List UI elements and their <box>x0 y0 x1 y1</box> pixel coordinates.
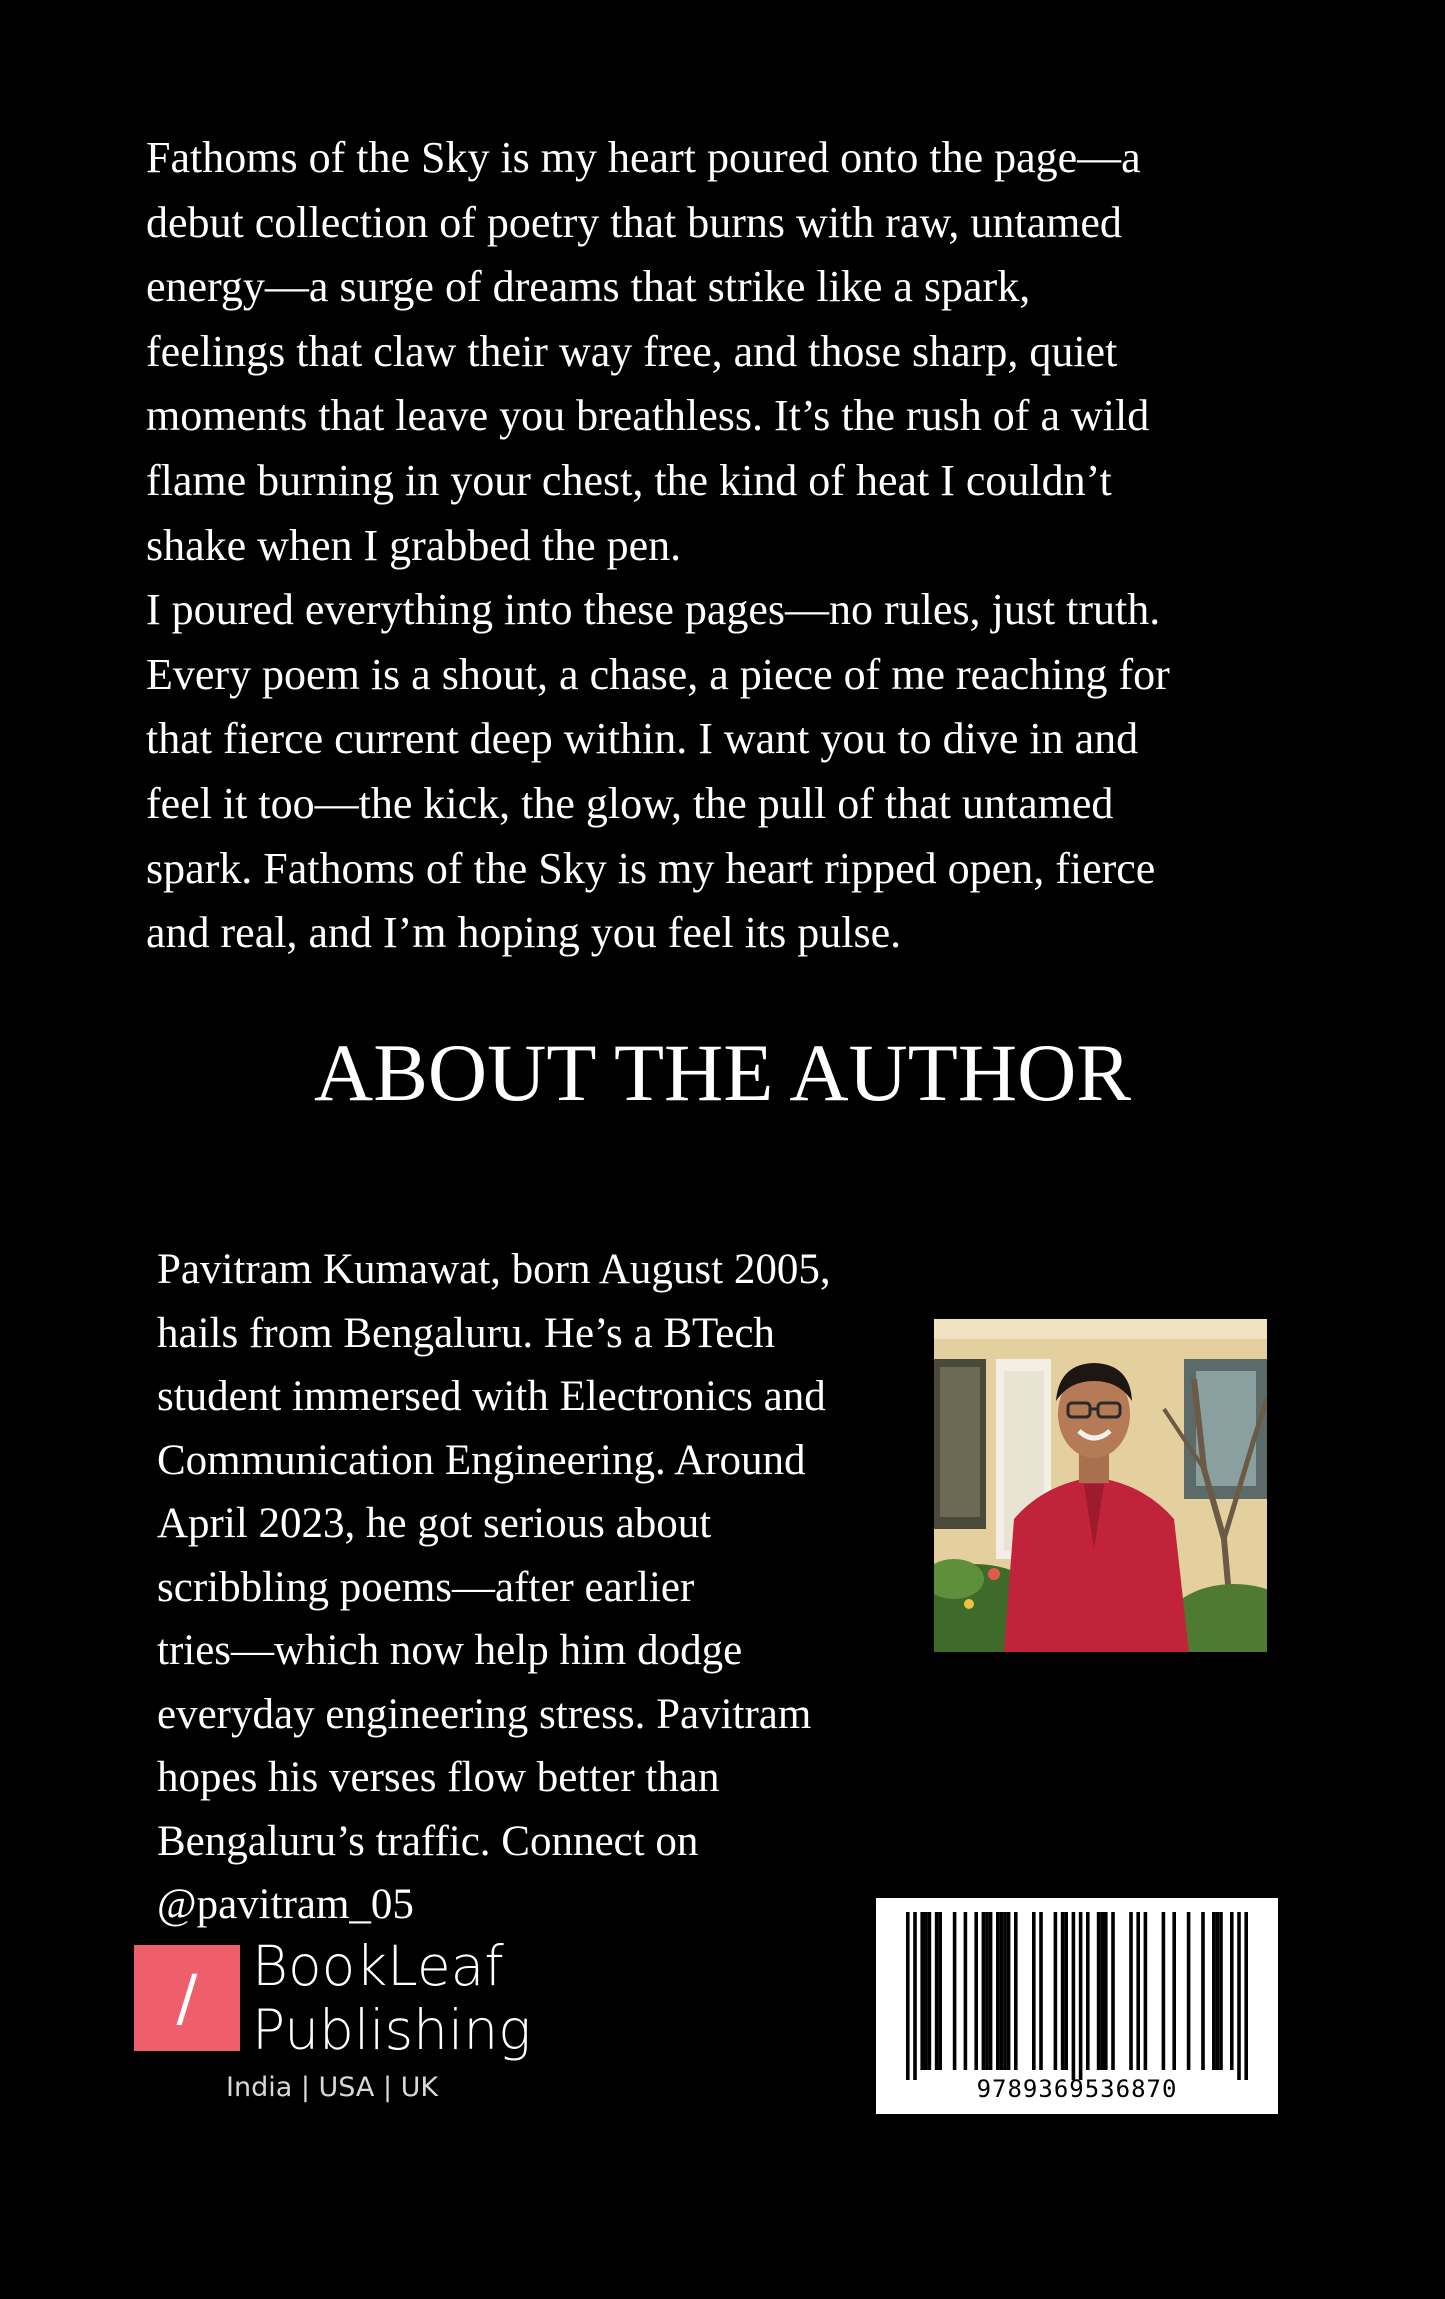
barcode-bar <box>1237 1912 1241 2080</box>
blurb-line: that fierce current deep within. I want you to dive in and <box>146 714 1139 764</box>
publisher-name-line2: Publishing <box>252 1998 532 2062</box>
bio-line: Bengaluru’s traffic. Connect on <box>157 1817 699 1865</box>
barcode-bar <box>989 1912 993 2070</box>
blurb-line: shake when I grabbed the pen. <box>146 520 682 570</box>
barcode-bar <box>996 1912 1000 2070</box>
barcode-bar <box>1230 1912 1234 2070</box>
barcode-bar <box>1061 1912 1065 2070</box>
isbn-number: 9789369536870 <box>976 2075 1178 2103</box>
barcode-bar <box>924 1912 928 2070</box>
blurb-line: feelings that claw their way free, and those sharp, quiet <box>146 326 1118 376</box>
barcode-bar <box>938 1912 942 2070</box>
barcode-bar <box>906 1912 910 2080</box>
blurb-line: flame burning in your chest, the kind of heat I couldn’t <box>146 455 1112 505</box>
barcode-bar <box>1162 1912 1166 2070</box>
barcode-bar <box>1244 1912 1248 2080</box>
barcode-bar <box>1144 1912 1148 2070</box>
barcode-bar <box>920 1912 924 2070</box>
barcode-bar <box>1064 1912 1068 2070</box>
barcode-bar <box>1129 1912 1133 2070</box>
barcode-bar <box>1007 1912 1011 2070</box>
publisher-regions: India | USA | UK <box>226 2072 439 2103</box>
barcode-bar <box>1201 1912 1205 2070</box>
barcode-bar <box>1000 1912 1004 2070</box>
bio-line: tries—which now help him dodge <box>157 1627 743 1674</box>
bio-line: Communication Engineering. Around <box>157 1436 806 1484</box>
author-bio <box>157 1238 917 1937</box>
bio-line: hails from Bengaluru. He’s a BTech <box>157 1309 775 1357</box>
barcode-bar <box>1219 1912 1223 2070</box>
bio-line: scribbling poems—after earlier <box>157 1563 695 1611</box>
barcode-bar <box>1111 1912 1115 2070</box>
barcode-bar <box>928 1912 932 2070</box>
barcode-bar <box>982 1912 986 2070</box>
barcode-bar <box>1032 1912 1036 2070</box>
barcode-bar <box>953 1912 957 2070</box>
barcode-bar <box>913 1912 917 2080</box>
isbn-barcode <box>876 1898 1278 2114</box>
barcode-bar <box>1097 1912 1101 2070</box>
bio-line: Pavitram Kumawat, born August 2005, <box>157 1246 831 1293</box>
about-author-heading: ABOUT THE AUTHOR <box>314 1027 1131 1118</box>
barcode-bar <box>1216 1912 1220 2070</box>
bio-line: student immersed with Electronics and <box>157 1373 826 1420</box>
bio-line: @pavitram_05 <box>157 1881 414 1928</box>
barcode-bar <box>935 1912 939 2070</box>
barcode-bar <box>1104 1912 1108 2070</box>
blurb-line: spark. Fathoms of the Sky is my heart ripped open, fierce <box>146 843 1156 893</box>
barcode-bar <box>1003 1912 1007 2070</box>
blurb-line: I poured everything into these pages—no rules, just truth. <box>146 585 1161 635</box>
bio-line: hopes his verses flow better than <box>157 1754 720 1801</box>
book-blurb <box>146 126 1316 966</box>
blurb-line: debut collection of poetry that burns with raw, untamed <box>146 197 1122 247</box>
blurb-line: Every poem is a shout, a chase, a piece of me reaching for <box>146 649 1170 699</box>
barcode-bar <box>1054 1912 1058 2070</box>
bio-line: everyday engineering stress. Pavitram <box>157 1690 812 1738</box>
barcode-bar <box>1172 1912 1176 2070</box>
barcode-bar <box>985 1912 989 2070</box>
publisher-name <box>252 1934 531 2062</box>
barcode-bar <box>964 1912 968 2070</box>
barcode-bar <box>1136 1912 1140 2070</box>
blurb-line: energy—a surge of dreams that strike like a spark, <box>146 262 1031 312</box>
author-photo <box>934 1319 1267 1652</box>
barcode-bar <box>974 1912 978 2070</box>
slash-icon: / <box>176 1961 198 2034</box>
barcode-bar <box>1039 1912 1043 2070</box>
bookleaf-logo-mark <box>134 1945 240 2051</box>
barcode-bar <box>1072 1912 1076 2080</box>
blurb-line: Fathoms of the Sky is my heart poured onto the page—a <box>146 133 1141 182</box>
barcode-bar <box>1014 1912 1018 2070</box>
blurb-line: and real, and I’m hoping you feel its pulse. <box>146 908 902 958</box>
barcode-bar <box>1187 1912 1191 2070</box>
bio-line: April 2023, he got serious about <box>157 1500 712 1547</box>
barcode-bar <box>1212 1912 1216 2070</box>
barcode-bar <box>1100 1912 1104 2070</box>
blurb-line: moments that leave you breathless. It’s the rush of a wild <box>146 391 1150 441</box>
barcode-bar <box>1079 1912 1083 2080</box>
publisher-name-line1: BookLeaf <box>252 1934 504 1998</box>
barcode-bar <box>1086 1912 1090 2070</box>
blurb-line: feel it too—the kick, the glow, the pull of that untamed <box>146 778 1114 828</box>
